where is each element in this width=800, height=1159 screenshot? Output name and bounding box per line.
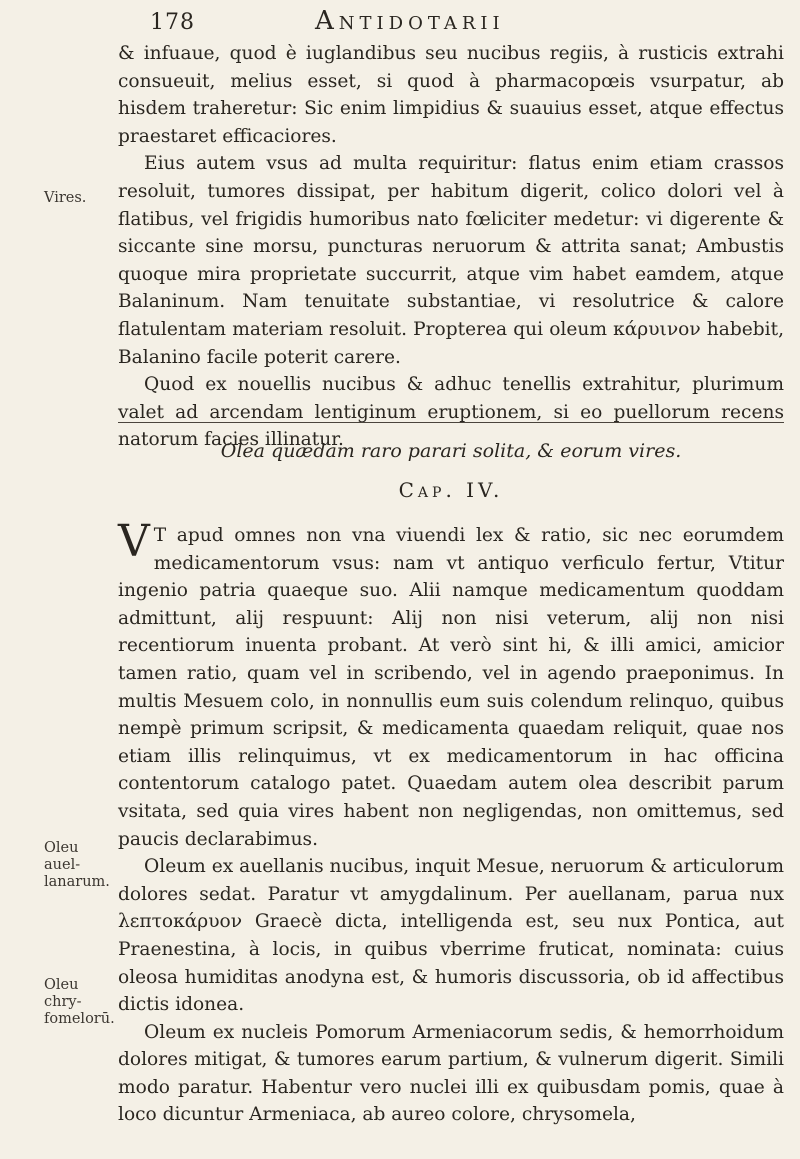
margin-note-vires: Vires.: [44, 190, 87, 206]
paragraph: Quod ex nouellis nucibus & adhuc tenellis extrahitur, plurimum valet ad arcendam lentiginum eruptionem, si eo puellorum recens natorum facies illinatur.: [118, 374, 784, 451]
paragraph: Eius autem vsus ad multa requiritur: flatus enim etiam crassos resoluit, tumores dissipat, per habitum digerit, colico dolori vel à flatibus, vel frigidis humoribus nato fœliciter medetur: vi digerente & siccante sine morsu, puncturas neruorum & attrita sanat; Ambustis quoque mira proprietate succurrit, atque vim habet eamdem, atque Balaninum. Nam tenuitate substantiae, vi resolutrice & calore flatulentam materiam resoluit. Propterea qui oleum κάρυινον habebit, Balanino facile poterit carere.: [118, 153, 784, 368]
paragraph: [118, 516, 784, 853]
paragraph: Oleum ex auellanis nucibus, inquit Mesue, neruorum & articulorum dolores sedat. Paratur vt amygdalinum. Per auellanam, parua nux λεπτοκάρυον Graecè dicta, intelligenda est, seu nux Pontica, aut Praenestina, à locis, in quibus vberrime fruticat, nominata: cuius oleosa humiditas anodyna est, & humoris discussoria, ob id affectibus dictis idonea.: [118, 856, 784, 1016]
page-header: [150, 6, 770, 40]
section-title: Olea quædam raro parari solita, & eorum vires.: [220, 440, 682, 462]
running-head: Antidotarii: [315, 6, 505, 36]
paragraph: Oleum ex nucleis Pomorum Armeniacorum sedis, & hemorrhoidum dolores mitigat, & tumores earum partium, & vulnerum digerit. Simili modo paratur. Habentur vero nuclei illi ex quibusdam pomis, quae à loco dicuntur Armeniaca, ab aureo colore, chrysomela,: [118, 1021, 784, 1126]
page-number: 178: [150, 10, 195, 35]
paragraph: & infuaue, quod è iuglandibus seu nucibus regiis, à rusticis extrahi consueuit, melius esset, si quod à pharmacopœis vsurpatur, ab hisdem traheretur: Sic enim limpidius & suauius esset, atque effectus praestaret efficaciores.: [118, 43, 784, 147]
paragraph-text: T apud omnes non vna viuendi lex & ratio, sic nec eorumdem medicamentorum vsus: nam vt antiquo verficulo fertur, Vtitur ingenio patria quaeque suo. Alii namque medicamentum quoddam admittunt, alij respuunt: Alij non nisi veterum, alij non nisi recentiorum inuenta probant. At verò sint hi, & illi amici, amicior tamen ratio, quam vel in scribendo, vel in agendo praeponimus. In multis Mesuem colo, in nonnullis eum suis colendum relinquo, quibus nempè primum scripsit, & medicamenta quaedam reliquit, quae nos etiam illis relinquimus, vt ex medicamentorum in hac officina contentorum catalogo patet. Quaedam autem olea describit parum vsitata, sed quia vires habent non negligendas, non omittemus, sed paucis declarabimus.: [118, 525, 784, 850]
text-block-bottom: [118, 516, 784, 1129]
divider-rule: [118, 422, 784, 423]
drop-cap: V: [118, 516, 150, 567]
margin-note-chrysomelorum: Oleu chry-fomelorū.: [44, 977, 115, 1027]
chapter-heading: Cap. IV.: [398, 478, 504, 502]
text-block-top: [118, 40, 784, 454]
margin-note-auellanarum: Oleu auel-lanarum.: [44, 840, 110, 890]
